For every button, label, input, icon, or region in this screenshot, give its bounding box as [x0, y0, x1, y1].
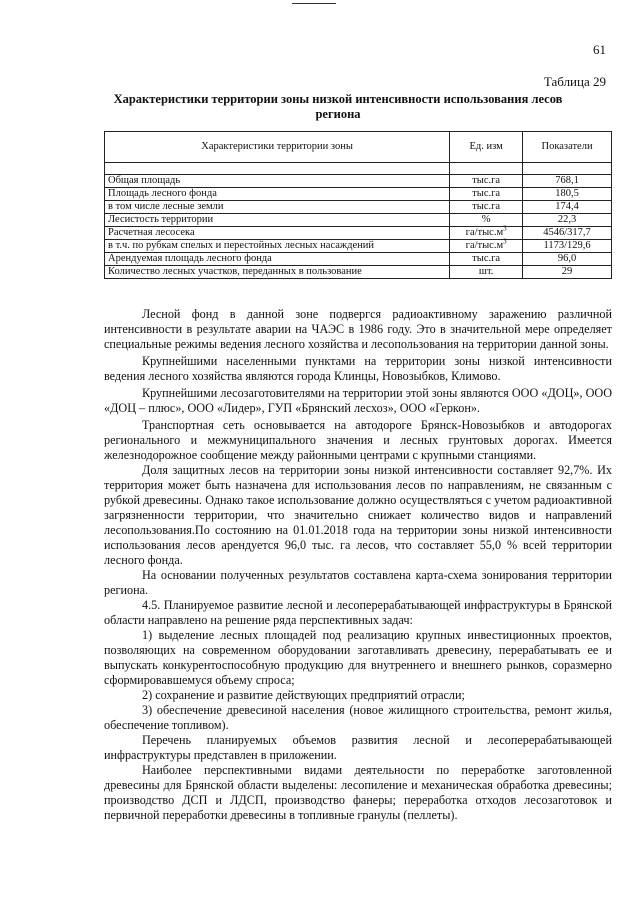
row-unit: [450, 237, 523, 253]
paragraph: Крупнейшими населенными пунктами на территории зоны низкой интенсивности ведения лесного хозяйства являются города Клинцы, Новозыбков, Климово.: [104, 354, 612, 383]
table-row: [105, 253, 612, 266]
unit-text: га/тыс.м: [465, 240, 504, 251]
table-row: [105, 201, 612, 214]
row-value: 22,3: [523, 214, 612, 227]
row-value: 768,1: [523, 175, 612, 188]
row-name: в том числе лесные земли: [105, 201, 450, 214]
row-unit: тыс.га: [450, 175, 523, 188]
paragraph: Перечень планируемых объемов развития лесной и лесоперерабатывающей инфраструктуры представлен в приложении.: [104, 733, 612, 762]
row-unit: тыс.га: [450, 188, 523, 201]
row-value: 180,5: [523, 188, 612, 201]
table-row: [105, 175, 612, 188]
table-row: [105, 266, 612, 279]
spacer-cell: [105, 163, 450, 175]
row-unit: тыс.га: [450, 201, 523, 214]
table-label: Таблица 29: [543, 74, 606, 89]
paragraph: Наиболее перспективными видами деятельности по переработке заготовленной древесины для Брянской области выделены: лесопиление и механическая обработка древесины; производство ДСП и ЛДСП, производство фанеры; переработка отходов лесозаготовок и первичной переработки древесины в топливные гранулы (пеллеты).: [104, 763, 612, 822]
row-name: Площадь лесного фонда: [105, 188, 450, 201]
unit-superscript: 3: [503, 224, 507, 233]
body-text: [104, 307, 612, 823]
row-name: Арендуемая площадь лесного фонда: [105, 253, 450, 266]
characteristics-table: [104, 131, 612, 279]
row-value: 96,0: [523, 253, 612, 266]
spacer-cell: [450, 163, 523, 175]
table-spacer-row: [105, 163, 612, 175]
table-row: [105, 214, 612, 227]
row-unit: шт.: [450, 266, 523, 279]
paragraph: 3) обеспечение древесиной населения (новое жилищного строительства, ремонт жилья, обеспечение топливом).: [104, 703, 612, 732]
table-row: [105, 240, 612, 253]
row-name: Расчетная лесосека: [105, 227, 450, 240]
unit-text: га/тыс.м: [465, 227, 504, 238]
paragraph: 4.5. Планируемое развитие лесной и лесоперерабатывающей инфраструктуры в Брянской области направлено на решение ряда перспективных задач:: [104, 598, 612, 627]
column-header-value: Показатели: [523, 132, 612, 163]
table-header-row: [105, 132, 612, 163]
column-header-unit: Ед. изм: [450, 132, 523, 163]
table-row: [105, 227, 612, 240]
top-rule: [292, 3, 336, 4]
paragraph: Транспортная сеть основывается на автодороге Брянск-Новозыбков и автодорогах регионального и межмуниципального значения и лесных грунтовых дорогах. Имеется железнодорожное сообщение между районными центрами с крупными станциями.: [104, 418, 612, 462]
row-value: 29: [523, 266, 612, 279]
table-title: Характеристики территории зоны низкой интенсивности использования лесов региона: [113, 92, 563, 121]
row-value: 1173/129,6: [523, 240, 612, 253]
paragraph: Доля защитных лесов на территории зоны низкой интенсивности составляет 92,7%. Их территория может быть назначена для использования лесов по направлениям, не связанным с рубкой древесины. Однако такое использование должно осуществляться с учетом радиоактивной загрязненности территории, что значительно снижает количество видов и направлений лесопользования.По состоянию на 01.01.2018 года на территории зоны низкой интенсивности использования лесов арендуется 96,0 тыс. га лесов, что составляет 55,0 % всей территории лесного фонда.: [104, 463, 612, 567]
spacer-cell: [523, 163, 612, 175]
paragraph: На основании полученных результатов составлена карта-схема зонирования территории региона.: [104, 568, 612, 597]
paragraph: 2) сохранение и развитие действующих предприятий отрасли;: [142, 688, 465, 702]
row-name: Общая площадь: [105, 175, 450, 188]
row-value: 4546/317,7: [523, 227, 612, 240]
paragraph: Крупнейшими лесозаготовителями на территории этой зоны являются ООО «ДОЦ», ООО «ДОЦ – плюс», ООО «Лидер», ГУП «Брянский лесхоз», ООО «Геркон».: [104, 386, 612, 415]
row-value: 174,4: [523, 201, 612, 214]
unit-superscript: 3: [503, 237, 507, 246]
row-unit: [450, 224, 523, 240]
row-unit: %: [450, 214, 523, 227]
row-name: в т.ч. по рубкам спелых и перестойных лесных насаждений: [105, 240, 450, 253]
row-name: Лесистость территории: [105, 214, 450, 227]
table-row: [105, 188, 612, 201]
row-unit: тыс.га: [450, 253, 523, 266]
column-header-characteristic: Характеристики территории зоны: [105, 132, 450, 163]
paragraph: 1) выделение лесных площадей под реализацию крупных инвестиционных проектов, позволяющих на современном оборудовании заготавливать древесину, перерабатывать ее и выпускать конкурентоспособную продукцию для внутреннего и внешнего рынков, соразмерно сформировавшемуся объему спроса;: [104, 628, 612, 687]
paragraph: Лесной фонд в данной зоне подвергся радиоактивному заражению различной интенсивности в результате аварии на ЧАЭС в 1986 году. Это в значительной мере определяет специальные режимы ведения лесного хозяйства и лесопользования на территории данной зоны.: [104, 307, 612, 351]
row-name: Количество лесных участков, переданных в пользование: [105, 266, 450, 279]
page-number: 61: [593, 42, 606, 57]
